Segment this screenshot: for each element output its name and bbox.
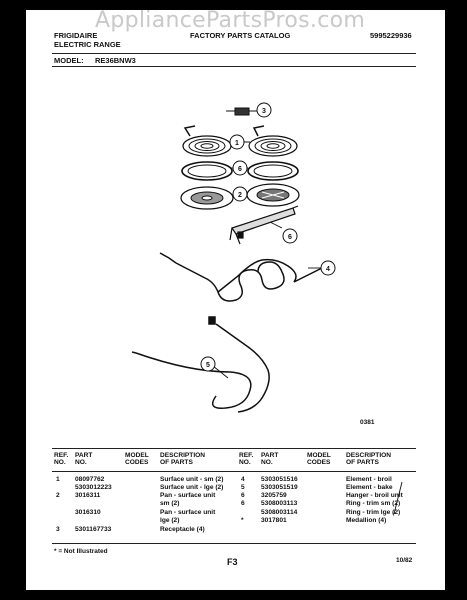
table-row-part: 5303012223 — [75, 484, 112, 491]
col-model-header: MODEL CODES — [125, 452, 149, 466]
table-row-desc: Surface unit - lge (2) — [160, 484, 224, 491]
col-ref-header-right: REF. NO. — [239, 452, 254, 466]
table-row-desc: Hanger - broil unit — [346, 492, 403, 499]
callout-3: 3 — [262, 108, 266, 115]
figure-code: 0381 — [360, 419, 375, 426]
table-row-ref: 2 — [56, 492, 60, 499]
callout-1: 1 — [235, 140, 239, 147]
col-ref-header: REF. NO. — [54, 452, 69, 466]
callout-2: 2 — [238, 192, 242, 199]
table-row-desc: Element - bake — [346, 484, 393, 491]
col-model-header-right: MODEL CODES — [307, 452, 331, 466]
table-row-ref: 4 — [241, 476, 245, 483]
table-row-desc: Ring - trim sm (2) — [346, 500, 401, 507]
table-row-desc: lge (2) — [160, 517, 180, 524]
catalog-number: 5995229936 — [370, 31, 412, 40]
table-row-ref: 3 — [56, 526, 60, 533]
revision-date: 10/82 — [396, 557, 413, 564]
callout-5: 5 — [206, 362, 210, 369]
callout-6-hanger: 6 — [288, 234, 292, 241]
table-row-part: 5303051516 — [261, 476, 298, 483]
table-row-part: 5303051519 — [261, 484, 298, 491]
footnote: * = Not Illustrated — [54, 548, 108, 555]
table-row-desc: Element - broil — [346, 476, 392, 483]
page-number: F3 — [227, 557, 238, 567]
catalog-title: FACTORY PARTS CATALOG — [190, 31, 291, 40]
table-row-part: 5301167733 — [75, 526, 112, 533]
table-row-desc: Pan - surface unit — [160, 509, 216, 516]
col-part-header-right: PART NO. — [261, 452, 279, 466]
callout-6-rings: 6 — [238, 166, 242, 173]
model-label: MODEL: — [54, 56, 84, 65]
table-row-part: 3016310 — [75, 509, 101, 516]
table-row-desc: Medallion (4) — [346, 517, 387, 524]
model-value: RE36BNW3 — [95, 56, 136, 65]
col-part-header: PART NO. — [75, 452, 93, 466]
table-row-ref: 1 — [56, 476, 60, 483]
brand-name: FRIGIDAIRE — [54, 31, 98, 40]
table-row-desc: Ring - trim lge (2) — [346, 509, 401, 516]
table-row-part: 3017801 — [261, 517, 287, 524]
table-row-ref: 5 — [241, 484, 245, 491]
col-desc-header-right: DESCRIPTION OF PARTS — [346, 452, 392, 466]
table-row-ref: * — [241, 517, 244, 524]
table-row-part: 5308003113 — [261, 500, 298, 507]
table-row-part: 5308003114 — [261, 509, 298, 516]
watermark: AppliancePartsPros.com — [95, 8, 366, 33]
table-rule-bottom — [52, 543, 416, 544]
product-type: ELECTRIC RANGE — [54, 40, 121, 49]
table-row-part: 08097762 — [75, 476, 105, 483]
callout-4: 4 — [326, 266, 330, 273]
table-row-desc: Pan - surface unit — [160, 492, 216, 499]
table-row-part: 3016311 — [75, 492, 101, 499]
table-row-desc: Surface unit - sm (2) — [160, 476, 224, 483]
table-row-desc: Receptacle (4) — [160, 526, 205, 533]
table-row-desc: sm (2) — [160, 500, 180, 507]
table-row-ref: 6 — [241, 492, 245, 499]
col-desc-header: DESCRIPTION OF PARTS — [160, 452, 206, 466]
table-row-ref: 6 — [241, 500, 245, 507]
table-row-part: 3205759 — [261, 492, 287, 499]
